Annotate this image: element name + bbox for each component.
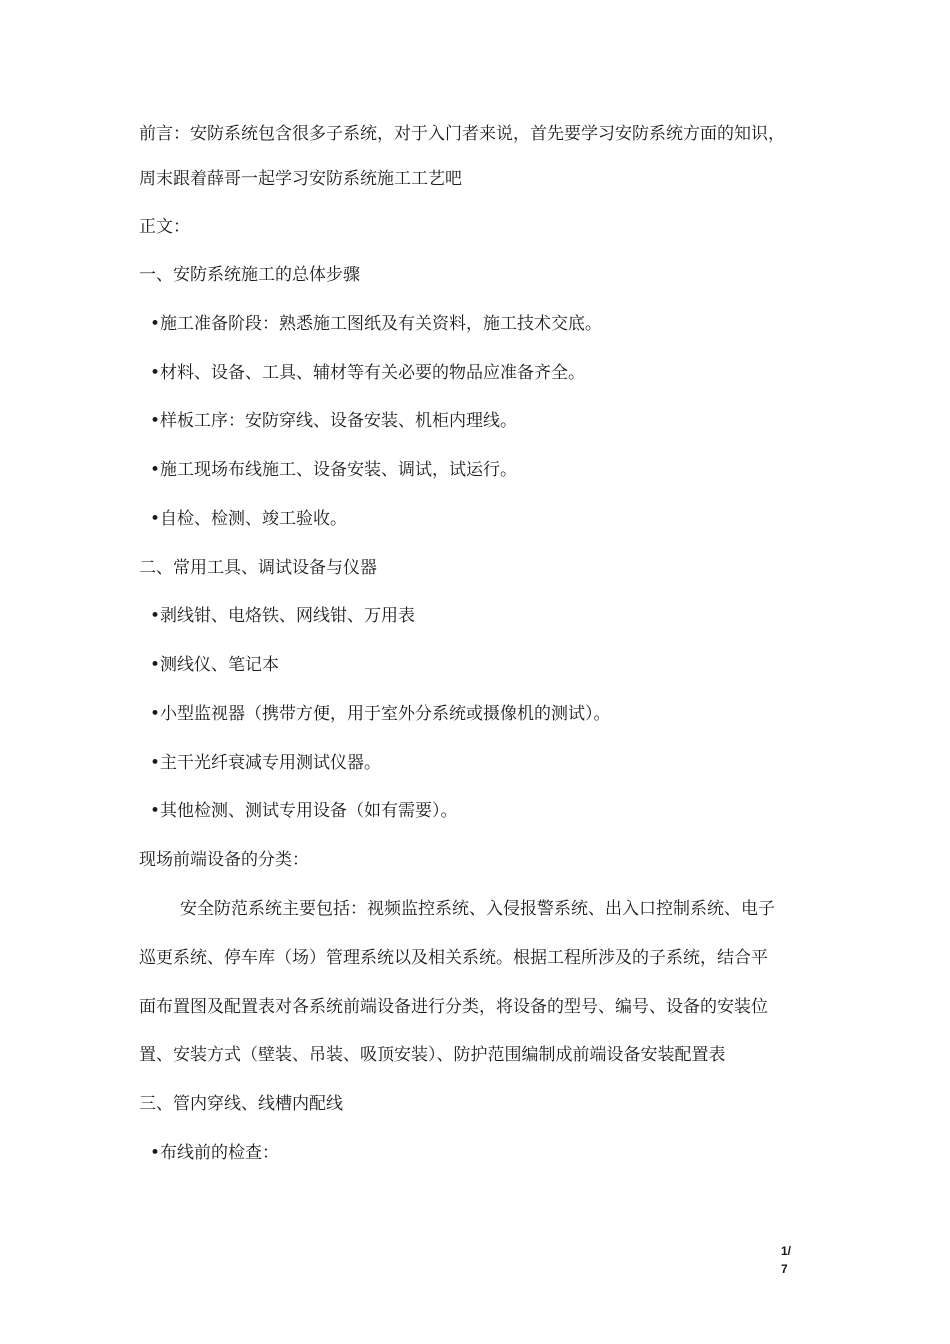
- bullet-item: •样板工序：安防穿线、设备安装、机柜内理线。: [150, 411, 518, 431]
- subsection-heading: 现场前端设备的分类：: [139, 850, 309, 870]
- paragraph-line: 面布置图及配置表对各系统前端设备进行分类，将设备的型号、编号、设备的安装位: [139, 997, 768, 1017]
- paragraph-line: 安全防范系统主要包括：视频监控系统、入侵报警系统、出入口控制系统、电子: [180, 899, 775, 919]
- paragraph-line: 置、安装方式（壁装、吊装、吸顶安装）、防护范围编制成前端设备安装配置表: [139, 1045, 726, 1065]
- bullet-item: •主干光纤衰减专用测试仪器。: [150, 753, 382, 773]
- preface-line-2: 周末跟着薛哥一起学习安防系统施工工艺吧: [139, 169, 462, 189]
- body-heading: 正文：: [139, 217, 190, 237]
- paragraph-line: 巡更系统、停车库（场）管理系统以及相关系统。根据工程所涉及的子系统，结合平: [139, 948, 768, 968]
- bullet-item: •材料、设备、工具、辅材等有关必要的物品应准备齐全。: [150, 363, 586, 383]
- bullet-item: •布线前的检查：: [150, 1143, 280, 1163]
- bullet-item: •小型监视器（携带方便，用于室外分系统或摄像机的测试）。: [150, 704, 611, 724]
- preface-line-1: 前言：安防系统包含很多子系统，对于入门者来说，首先要学习安防系统方面的知识，: [139, 124, 785, 144]
- bullet-item: •施工现场布线施工、设备安装、调试，试运行。: [150, 460, 518, 480]
- section-heading-1: 一、安防系统施工的总体步骤: [139, 265, 360, 285]
- bullet-item: •测线仪、笔记本: [150, 655, 280, 675]
- bullet-item: •施工准备阶段：熟悉施工图纸及有关资料，施工技术交底。: [150, 314, 603, 334]
- bullet-item: •剥线钳、电烙铁、网线钳、万用表: [150, 606, 416, 626]
- bullet-item: •自检、检测、竣工验收。: [150, 509, 348, 529]
- page-number-current: 1/: [781, 1244, 792, 1258]
- section-heading-3: 三、管内穿线、线槽内配线: [139, 1094, 343, 1114]
- page-number: [781, 1242, 805, 1278]
- page-number-total: 7: [781, 1262, 788, 1276]
- section-heading-2: 二、常用工具、调试设备与仪器: [139, 558, 377, 578]
- bullet-item: •其他检测、测试专用设备（如有需要）。: [150, 801, 458, 821]
